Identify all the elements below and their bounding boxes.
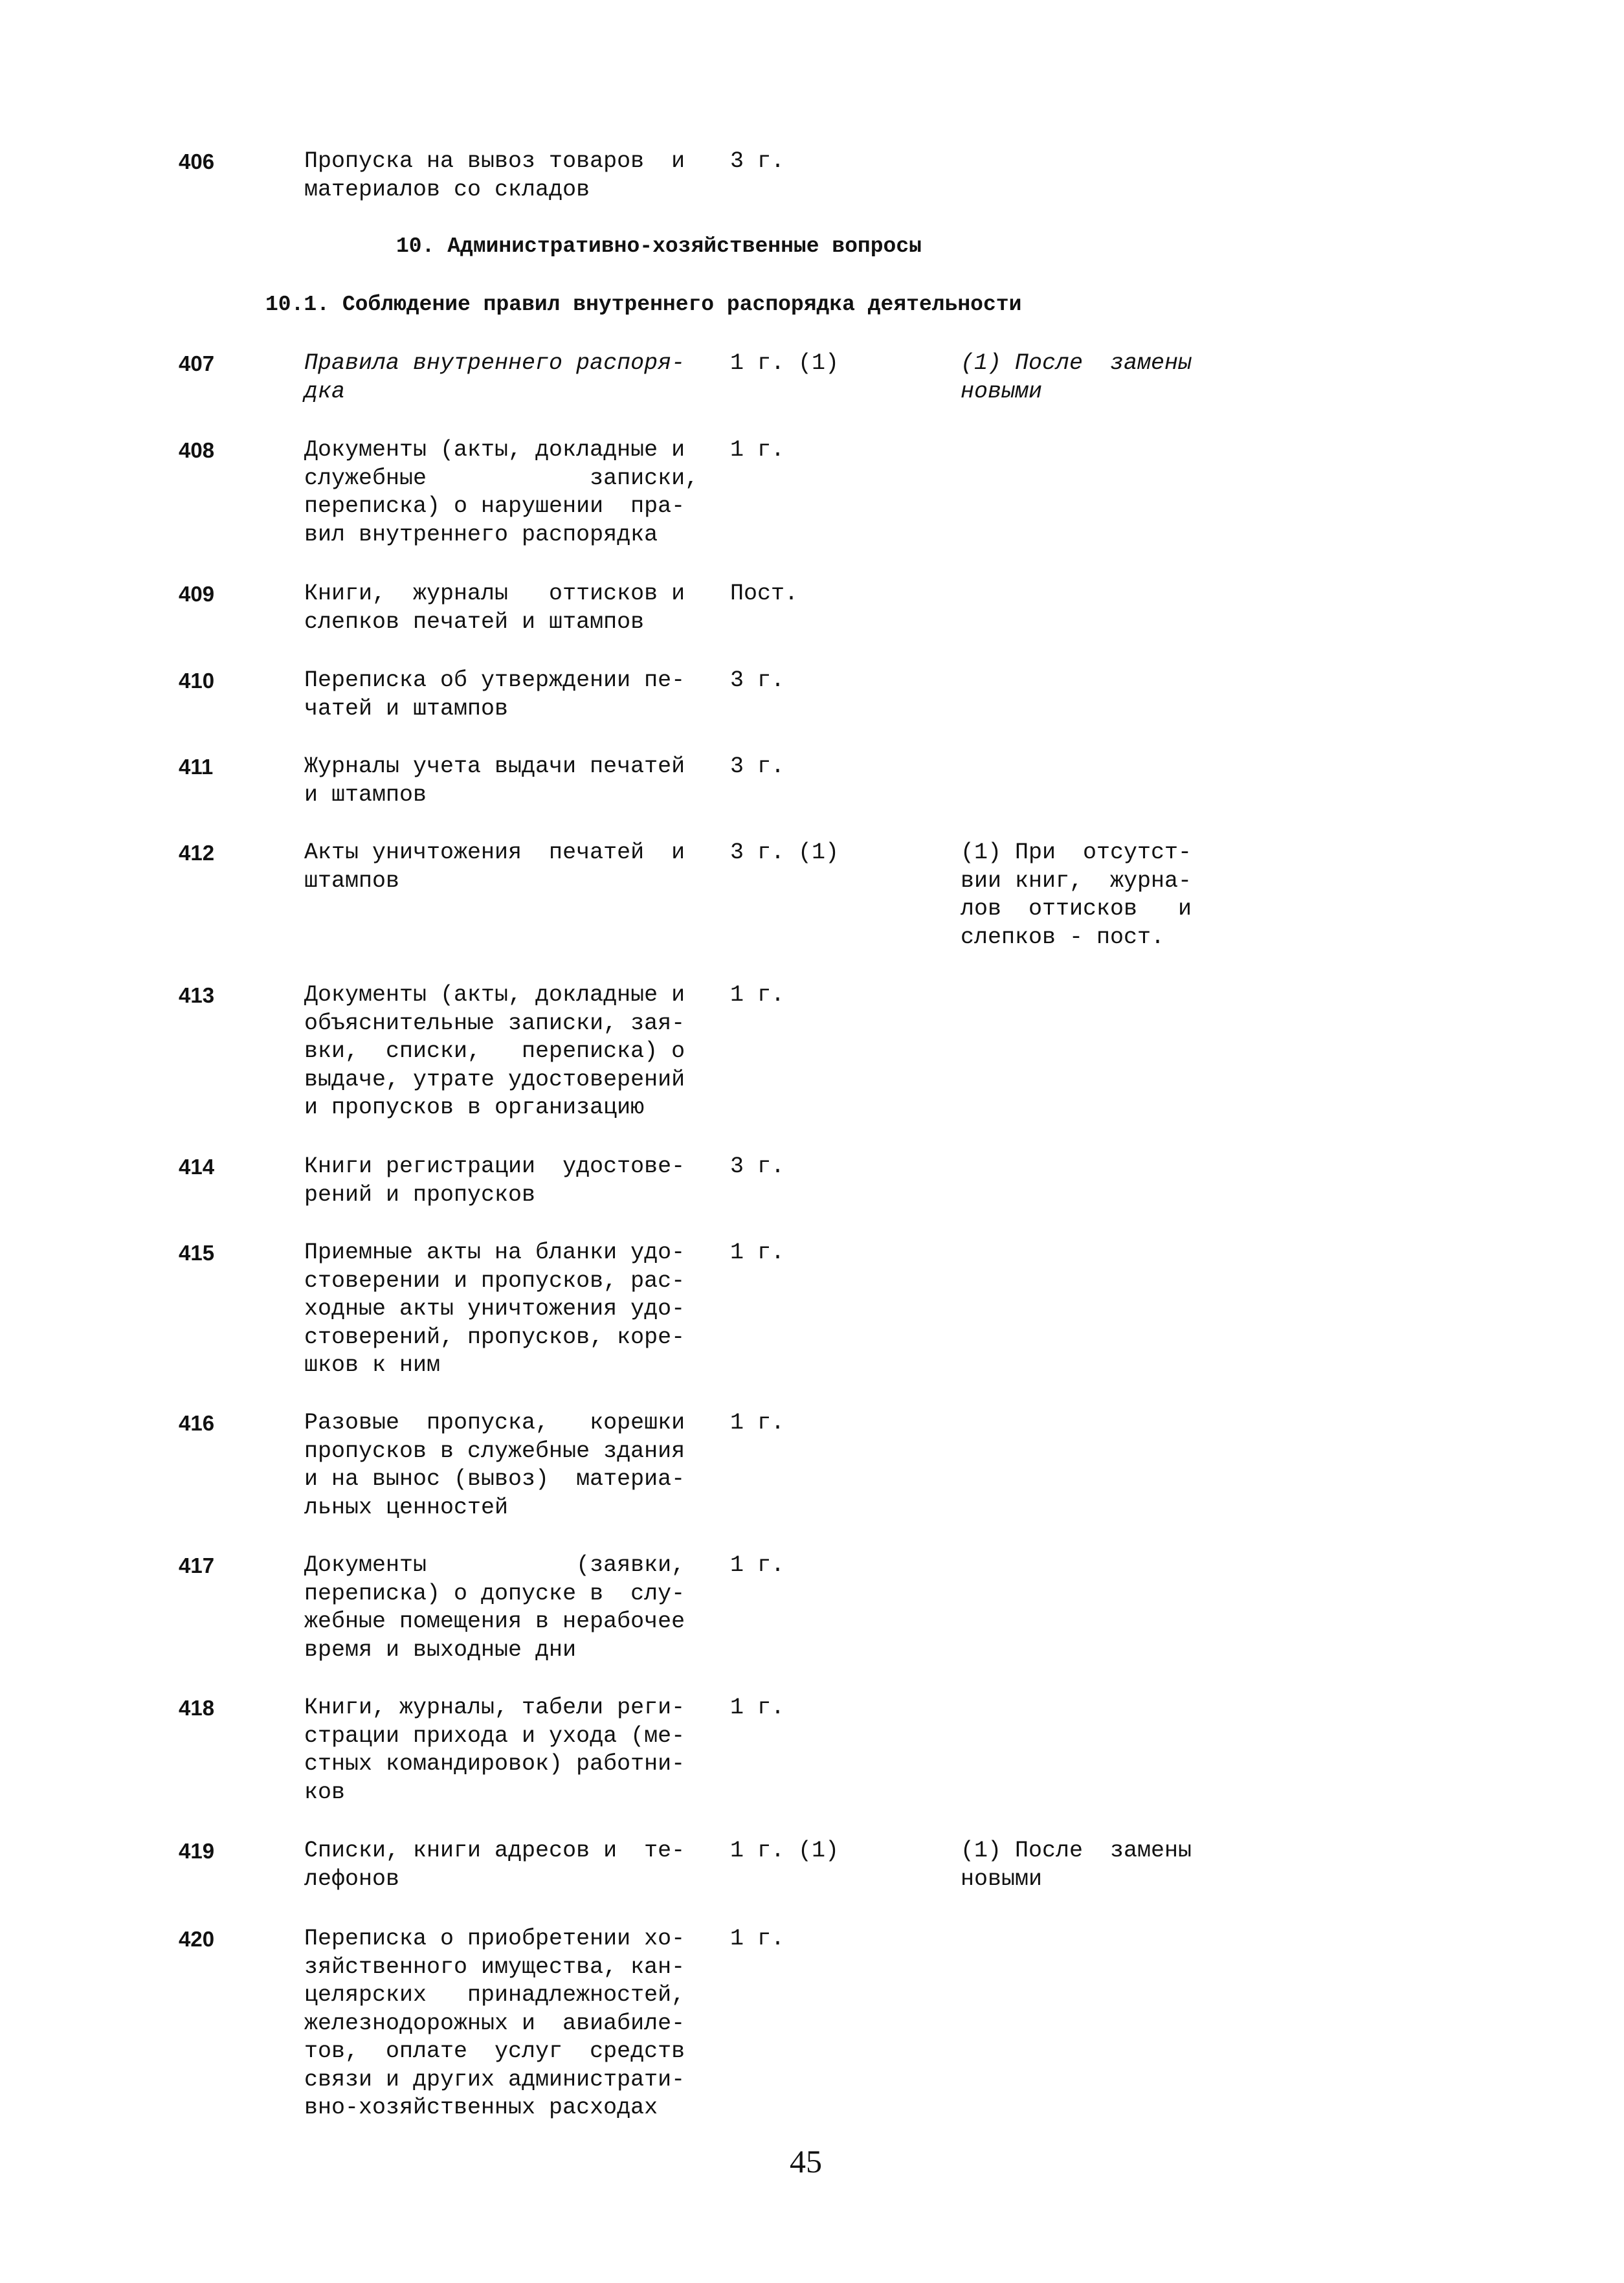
entry-title: Книги регистрации удостове- рений и пропусков — [304, 1153, 685, 1208]
entry-number: 416 — [179, 1411, 215, 1435]
entry-term: 1 г. — [730, 1410, 785, 1436]
entry-number: 406 — [179, 150, 215, 173]
subsection-heading: 10.1. Соблюдение правил внутреннего распорядка деятельности — [265, 293, 1022, 317]
entry-number: 420 — [179, 1927, 215, 1951]
entry-number: 414 — [179, 1155, 215, 1179]
entry-term: 3 г. — [730, 667, 785, 693]
entry-title: Переписка о приобретении хо- зяйственного имущества, кан- целярских принадлежностей, железнодорожных и авиабиле- тов, оплате услуг средств связи и других администрати- вно-хозяйственных расходах — [304, 1926, 685, 2121]
entry-term: 1 г. — [730, 1695, 785, 1721]
entry-title: Документы (заявки, переписка) о допуске в слу- жебные помещения в нерабочее время и выходные дни — [304, 1552, 685, 1663]
section-heading: 10. Административно-хозяйственные вопросы — [396, 234, 922, 258]
entry-title: Документы (акты, докладные и объяснительные записки, зая- вки, списки, переписка) о выдаче, утрате удостоверений и пропусков в организацию — [304, 982, 685, 1120]
entry-term: 1 г. (1) — [730, 1838, 840, 1864]
entry-term: 3 г. — [730, 148, 785, 174]
entry-term: 3 г. (1) — [730, 840, 840, 865]
entry-title: Акты уничтожения печатей и штампов — [304, 840, 685, 894]
entry-term: 1 г. — [730, 982, 785, 1008]
entry-term: 3 г. — [730, 753, 785, 779]
entry-note: (1) При отсутст- вии книг, журна- лов оттисков и слепков - пост. — [961, 840, 1192, 950]
entry-number: 411 — [179, 755, 214, 779]
entry-title: Пропуска на вывоз товаров и материалов со складов — [304, 148, 685, 203]
entry-term: 1 г. — [730, 1926, 785, 1952]
entry-title: Правила внутреннего распоря- дка — [304, 350, 685, 405]
entry-number: 407 — [179, 351, 215, 375]
entry-term: 1 г. — [730, 1240, 785, 1265]
entry-title: Переписка об утверждении пе- чатей и штампов — [304, 667, 685, 722]
entry-number: 418 — [179, 1696, 215, 1720]
entry-term: Пост. — [730, 581, 799, 607]
entry-number: 415 — [179, 1241, 215, 1265]
entry-number: 412 — [179, 841, 215, 865]
entry-title: Приемные акты на бланки удо- стоверении и пропусков, рас- ходные акты уничтожения удо- стоверений, пропусков, коре- шков к ним — [304, 1240, 685, 1378]
entry-term: 1 г. (1) — [730, 350, 840, 376]
entry-title: Книги, журналы, табели реги- страции прихода и ухода (ме- стных командировок) работни- ков — [304, 1695, 685, 1805]
entry-title: Документы (акты, докладные и служебные записки, переписка) о нарушении пра- вил внутреннего распорядка — [304, 437, 699, 548]
entry-title: Разовые пропуска, корешки пропусков в служебные здания и на вынос (вывоз) материа- льных ценностей — [304, 1410, 685, 1520]
entry-number: 417 — [179, 1554, 215, 1577]
entry-term: 3 г. — [730, 1153, 785, 1179]
entry-title: Книги, журналы оттисков и слепков печатей и штампов — [304, 581, 685, 635]
entry-number: 408 — [179, 438, 215, 462]
entry-term: 1 г. — [730, 1552, 785, 1578]
entry-number: 419 — [179, 1839, 215, 1863]
entry-note: (1) После замены новыми — [961, 1838, 1192, 1892]
entry-number: 409 — [179, 582, 215, 606]
entry-title: Журналы учета выдачи печатей и штампов — [304, 753, 685, 808]
page-number: 45 — [790, 2143, 822, 2179]
entry-number: 410 — [179, 669, 215, 693]
entry-number: 413 — [179, 983, 215, 1007]
entry-title: Списки, книги адресов и те- лефонов — [304, 1838, 685, 1892]
entry-term: 1 г. — [730, 437, 785, 463]
entry-note: (1) После замены новыми — [961, 350, 1192, 405]
